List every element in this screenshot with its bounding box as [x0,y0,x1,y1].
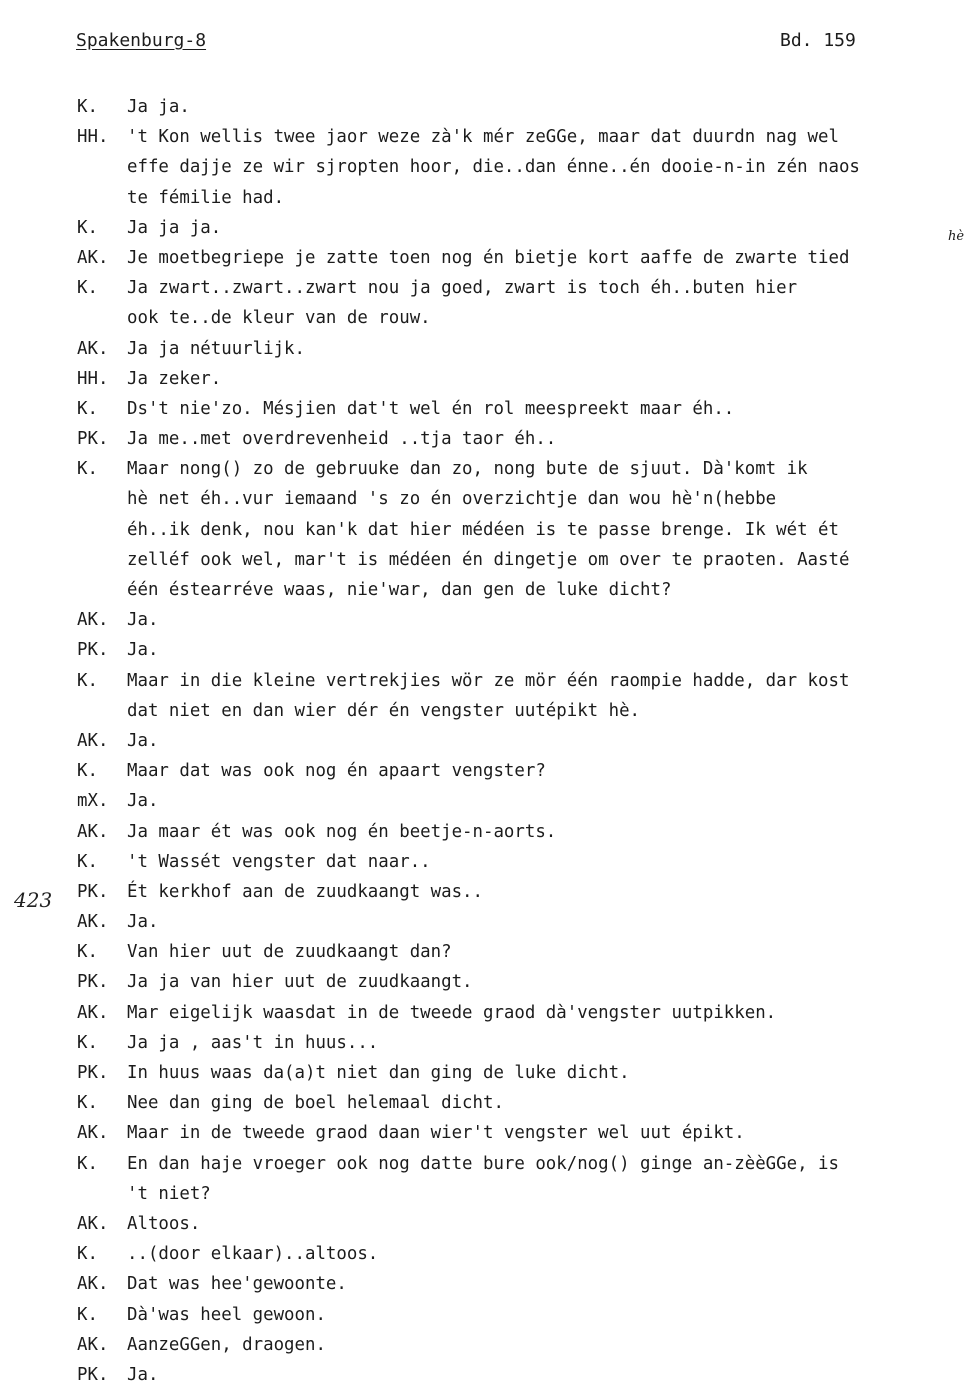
speaker-label: K. [77,1153,98,1174]
utterance-text: Ja ja nétuurlijk. [127,338,305,359]
speaker-label: PK. [77,1063,109,1083]
speaker-label: AK. [77,730,109,751]
utterance-text: Nee dan ging de boel helemaal dicht. [127,1093,504,1114]
page-number: Bd. 159 [780,30,856,51]
transcript-line [0,756,979,786]
utterance-text: zelléf ook wel, mar't is médéen én dingetje om over te praoten. Aasté [127,549,850,570]
utterance-text: 't Kon wellis twee jaor weze zà'k mér zeGGe, maar dat duurdn nag wel [127,127,839,148]
transcript-line [0,394,979,424]
transcript-line [0,484,979,514]
utterance-text: Ja ja , aas't in huus... [127,1032,379,1053]
speaker-label: PK. [77,881,109,902]
speaker-label: K. [77,1304,98,1325]
speaker-label: K. [77,942,98,963]
transcript-line [0,666,979,696]
transcript-lines [0,92,979,1390]
speaker-label: AK. [77,912,109,933]
transcript-line [0,1149,979,1179]
utterance-text: dat niet en dan wier dér én vengster uutépikt hè. [127,700,641,721]
utterance-text: te fémilie had. [127,187,285,208]
speaker-label: PK. [77,429,109,450]
transcript-line [0,213,979,243]
utterance-text: ook te..de kleur van de rouw. [127,308,431,329]
transcript-line [0,998,979,1028]
utterance-text: Dà'was heel gewoon. [127,1304,326,1325]
speaker-label: AK. [77,1334,109,1355]
transcript-line [0,273,979,303]
transcript-line [0,1118,979,1148]
speaker-label: AK. [77,1213,109,1234]
transcript-line [0,1179,979,1209]
transcript-line [0,515,979,545]
utterance-text: 't niet? [127,1183,211,1204]
speaker-label: K. [77,217,98,238]
transcript-line [0,575,979,605]
transcript-line [0,937,979,967]
utterance-text: Maar dat was ook nog én apaart vengster? [127,761,546,782]
transcript-line [0,1028,979,1058]
utterance-text: Altoos. [127,1213,201,1234]
speaker-label: PK. [77,1364,109,1385]
speaker-label: K. [77,278,98,299]
transcript-line [0,726,979,756]
transcript-line [0,877,979,907]
transcript-line [0,907,979,937]
speaker-label: K. [77,398,98,419]
transcript-line [0,786,979,816]
utterance-text: Ja ja van hier uut de zuudkaangt. [127,972,473,993]
transcript-line [0,635,979,665]
transcript-line [0,1058,979,1088]
utterance-text: In huus waas da(a)t niet dan ging de luke dicht. [127,1063,630,1083]
transcript-line [0,303,979,333]
utterance-text: Van hier uut de zuudkaangt dan? [127,942,452,963]
transcript-line [0,847,979,877]
utterance-text: AanzeGGen, draogen. [127,1334,326,1355]
utterance-text: Maar in die kleine vertrekjies wör ze mör één raompie hadde, dar kost [127,670,850,691]
transcript-line [0,1239,979,1269]
utterance-text: één éstearréve waas, nie'war, dan gen de luke dicht? [127,580,672,600]
utterance-text: Ja. [127,610,159,631]
transcript-line [0,152,979,182]
utterance-text: Ja. [127,1364,159,1385]
speaker-label: mX. [77,791,109,812]
speaker-label: PK. [77,640,109,661]
transcript-line [0,122,979,152]
transcript-line [0,1209,979,1239]
transcript-line [0,1269,979,1299]
utterance-text: Ja ja. [127,97,190,117]
transcript-line [0,424,979,454]
transcript-line [0,1088,979,1118]
utterance-text: En dan haje vroeger ook nog datte bure ook/nog() ginge an-zèèGGe, is [127,1153,839,1174]
speaker-label: AK. [77,1123,109,1144]
speaker-label: AK. [77,338,109,359]
speaker-label: K. [77,761,98,782]
utterance-text: Dat was hee'gewoonte. [127,1274,347,1295]
transcript-line [0,454,979,484]
margin-line-number: 423 [14,888,53,912]
transcript-line [0,364,979,394]
utterance-text: Ja maar ét was ook nog én beetje-n-aorts. [127,821,557,842]
utterance-text: Maar in de tweede graod daan wier't vengster wel uut épikt. [127,1123,745,1144]
transcript-line [0,334,979,364]
utterance-text: 't Wassét vengster dat naar.. [127,851,431,872]
speaker-label: AK. [77,610,109,631]
utterance-text: Ja. [127,640,159,661]
speaker-label: AK. [77,1274,109,1295]
utterance-text: hè net éh..vur iemaand 's zo én overzichtje dan wou hè'n(hebbe [127,489,777,510]
utterance-text: Ds't nie'zo. Mésjien dat't wel én rol meespreekt maar éh.. [127,398,735,419]
speaker-label: K. [77,1032,98,1053]
transcript-line [0,967,979,997]
utterance-text: Ja ja ja. [127,217,222,238]
speaker-label: K. [77,1244,98,1265]
utterance-text: éh..ik denk, nou kan'k dat hier médéen is te passe brenge. Ik wét ét [127,519,839,540]
transcript-line [0,696,979,726]
transcript-line [0,1300,979,1330]
transcript-line [0,817,979,847]
utterance-text: Je moetbegriepe je zatte toen nog én bietje kort aaffe de zwarte tied [127,247,850,268]
transcript-line [0,605,979,635]
utterance-text: Ja zwart..zwart..zwart nou ja goed, zwart is toch éh..buten hier [127,278,798,299]
speaker-label: K. [77,851,98,872]
speaker-label: HH. [77,368,109,389]
document-title: Spakenburg-8 [76,30,207,51]
transcript-line [0,1360,979,1390]
transcript-line [0,183,979,213]
transcript-line [0,92,979,122]
utterance-text: Ét kerkhof aan de zuudkaangt was.. [127,881,483,902]
speaker-label: K. [77,459,98,480]
utterance-text: Ja zeker. [127,368,222,389]
transcript-line [0,545,979,575]
handwritten-annotation: hè [948,229,965,244]
speaker-label: PK. [77,972,109,993]
utterance-text: Mar eigelijk waasdat in de tweede graod dà'vengster uutpikken. [127,1002,777,1023]
speaker-label: HH. [77,127,109,148]
utterance-text: Ja. [127,730,159,751]
speaker-label: K. [77,1093,98,1114]
utterance-text: effe dajje ze wir sjropten hoor, die..dan énne..én dooie-n-in zén naos [127,157,860,178]
transcript-line [0,1330,979,1360]
speaker-label: AK. [77,247,109,268]
speaker-label: K. [77,97,98,117]
utterance-text: Ja. [127,791,159,812]
speaker-label: K. [77,670,98,691]
speaker-label: AK. [77,821,109,842]
speaker-label: AK. [77,1002,109,1023]
utterance-text: Maar nong() zo de gebruuke dan zo, nong bute de sjuut. Dà'komt ik [127,459,808,480]
utterance-text: ..(door elkaar)..altoos. [127,1244,379,1265]
utterance-text: Ja. [127,912,159,933]
transcript-line [0,243,979,273]
utterance-text: Ja me..met overdrevenheid ..tja taor éh.. [127,429,557,450]
